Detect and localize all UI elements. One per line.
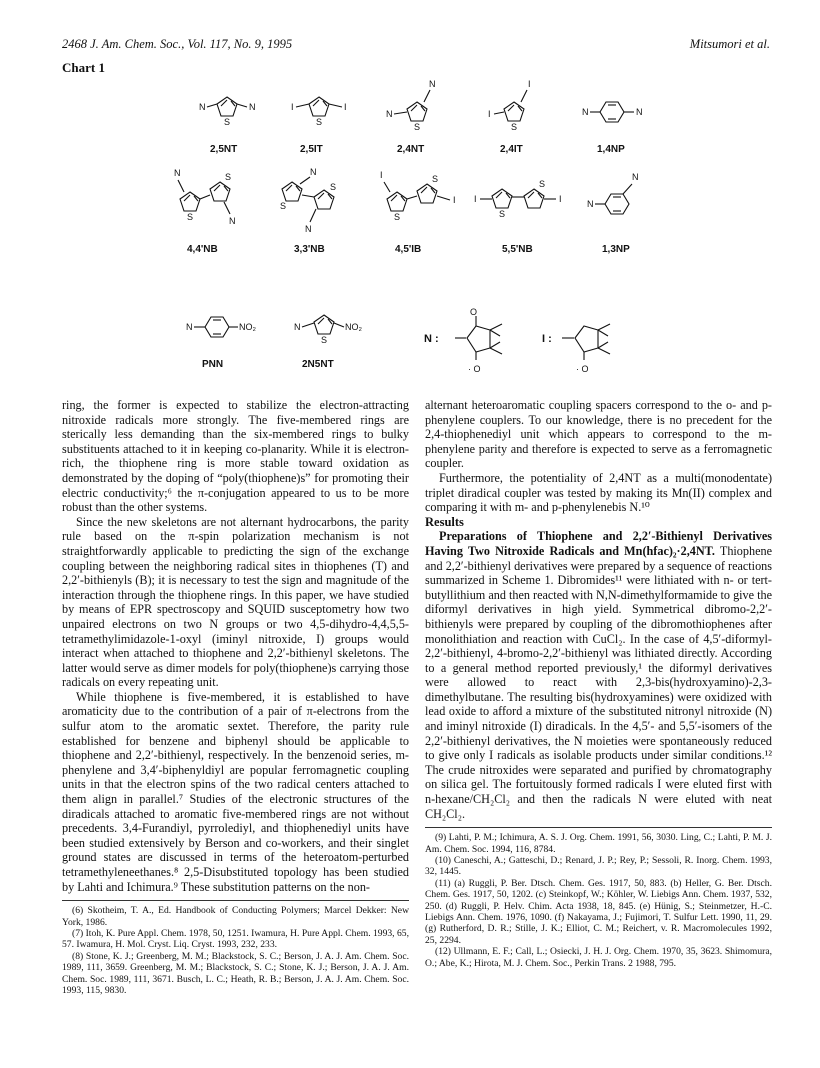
svg-text:· O: · O (468, 364, 481, 374)
svg-text:I: I (344, 102, 347, 112)
svg-text:N: N (305, 224, 312, 234)
svg-text:I: I (559, 194, 562, 204)
paragraph: Furthermore, the potentiality of 2,4NT as a multi(monodentate) triplet diradical coupler was tested by making its Mn(II) complex and comparing it with m- and p-phenylenebis N.¹⁰ (425, 470, 772, 515)
svg-text:PNN: PNN (202, 359, 224, 370)
reference-item: (6) Skotheim, T. A., Ed. Handbook of Conducting Polymers; Marcel Dekker: New York, 1986. (62, 905, 409, 928)
running-header (62, 37, 770, 55)
svg-text:N: N (582, 107, 589, 117)
reference-item: (9) Lahti, P. M.; Ichimura, A. S. J. Org. Chem. 1991, 56, 3030. Ling, C.; Lahti, P. M. J. Am. Chem. Soc. 1994, 116, 8784. (425, 832, 772, 855)
reference-item: (7) Itoh, K. Pure Appl. Chem. 1978, 50, 1251. Iwamura, H. Pure Appl. Chem. 1993, 65, 57. Iwamura, H. Mol. Cryst. Liq. Cryst. 1993, 232, 233. (62, 928, 409, 951)
paragraph: alternant heteroaromatic coupling spacers correspond to the o- and p-phenylene couplers. To our knowledge, there is no precedent for the 2,4-thiophenediyl unit which appears to correspond to the m-phenylene parity and therefore is expected to serve as a ferromagnetic coupler. (425, 398, 772, 471)
reference-item: (8) Stone, K. J.; Greenberg, M. M.; Blackstock, S. C.; Berson, J. A. J. Am. Chem. Soc. 1989, 111, 3659. Greenberg, M. M.; Blackstock, S. C.; Stone, K. J.; Berson, J. A. J. Am. Chem. Soc. 1989, 111, 3671. Busch, L. C.; Heath, R. B.; Berson, J. A. J. Am. Chem. Soc. 1993, 115, 9830. (62, 950, 409, 997)
structure-2-5nt (199, 97, 256, 155)
svg-text:I :: I : (542, 333, 552, 345)
paragraph: Since the new skeletons are not alternant hydrocarbons, the parity rule based on the π-spin polarization mechanism is not straightforwardly applicable to predicting the sign of the exchange coupling between the neighboring radical sites in thiophenes (T) and 2,2′-bithienyls (B); it is necessary to test the sign and magnitude of the interaction through the thiophene rings. In this paper, we have studied by means of EPR spectroscopy and SQUID susceptometry how two unpaired electrons on two N groups or two 4,5-dihydro-4,4,5,5-tetramethylimidazole-1-oxyl (iminyl nitroxide, I) groups would interact when attached to thiophene and 2,2′-bithienyl skeletons. The latter would serve as dimer models for poly(thiophene)s carrying those radicals on every repeating unit. (62, 514, 409, 690)
svg-text:N :: N : (424, 333, 439, 345)
svg-text:N: N (186, 322, 193, 332)
footnote-divider (62, 900, 409, 901)
svg-text:2,5IT: 2,5IT (300, 144, 323, 155)
svg-text:4,4'NB: 4,4'NB (187, 244, 218, 255)
svg-text:4,5'IB: 4,5'IB (395, 244, 422, 255)
chart-title: Chart 1 (62, 60, 105, 75)
structure-legend-i (542, 324, 610, 374)
left-column (62, 398, 409, 996)
structure-5-5nb (474, 179, 562, 255)
svg-text:N: N (632, 172, 639, 182)
structure-pnn (186, 317, 257, 370)
reference-item: (12) Ullmann, E. F.; Call, L.; Osiecki, J. H. J. Org. Chem. 1970, 35, 3623. Shimomura, O.; Abe, K.; Hirota, M. J. Chem. Soc., Perkin Trans. 2 1988, 795. (425, 946, 772, 969)
svg-text:O: O (470, 307, 478, 317)
svg-text:S: S (225, 172, 232, 182)
svg-text:I: I (474, 194, 477, 204)
svg-text:2,5NT: 2,5NT (210, 144, 238, 155)
svg-text:5,5'NB: 5,5'NB (502, 244, 533, 255)
svg-text:1,3NP: 1,3NP (602, 244, 630, 255)
svg-text:S: S (511, 122, 518, 132)
references-right (425, 832, 772, 969)
svg-text:S: S (499, 209, 506, 219)
svg-text:S: S (414, 122, 421, 132)
svg-text:S: S (316, 117, 323, 127)
svg-text:N: N (386, 109, 393, 119)
right-column (425, 398, 772, 969)
svg-text:N: N (174, 168, 181, 178)
svg-text:I: I (291, 102, 294, 112)
svg-text:S: S (330, 182, 337, 192)
journal-citation: 2468 J. Am. Chem. Soc., Vol. 117, No. 9, 1995 (62, 37, 293, 51)
svg-text:S: S (539, 179, 546, 189)
structure-2-4nt (386, 79, 436, 155)
svg-text:S: S (187, 212, 194, 222)
chart-structures (62, 72, 770, 397)
structure-1-3np (587, 172, 639, 255)
structure-legend-n (424, 307, 502, 374)
footnote-divider (425, 827, 772, 828)
svg-text:N: N (429, 79, 436, 89)
svg-text:I: I (488, 109, 491, 119)
svg-text:N: N (229, 216, 236, 226)
svg-text:I: I (380, 170, 383, 180)
svg-text:S: S (432, 174, 439, 184)
svg-text:I: I (453, 195, 456, 205)
svg-text:N: N (587, 199, 594, 209)
structure-2-4it (488, 79, 531, 155)
svg-text:2,4NT: 2,4NT (397, 144, 425, 155)
paragraph: ring, the former is expected to stabilize the electron-attracting nitroxide radicals more strongly. The five-membered rings are sterically less demanding than the six-membered rings to bulky substituents attached to it in keeping co-planarity. While it is electron-rich, the thiophene ring is more stable toward oxidation as demonstrated by the doping of “poly(thiophene)s” for promoting their electric conductivity;⁶ the π-conjugation appeared to us to be more robust than the other systems. (62, 398, 409, 515)
svg-text:N: N (199, 102, 206, 112)
references-left (62, 905, 409, 996)
results-paragraph (425, 529, 772, 821)
structure-3-3nb (280, 167, 336, 255)
author-running-title: Mitsumori et al. (689, 37, 770, 51)
svg-text:2N5NT: 2N5NT (302, 359, 334, 370)
svg-text:2,4IT: 2,4IT (500, 144, 523, 155)
paragraph: While thiophene is five-membered, it is established to have aromaticity due to the contribution of a pair of π-electrons from the sulfur atom to the aromatic sextet. Therefore, the parity rule established for benzene and biphenyl should be applicable to thiophene and 2,2′-bithienyl, respectively. In the benzenoid series, m-phenylene and 3,4′-biphenyldiyl are popular ferromagnetic coupling units in that the electron spins of the two radical centers attached to them align in parallel.⁷ Studies of the electronic structures of the diradicals attached to aromatic five-membered rings are not without precedents. 3,4-Furandiyl, pyrrolediyl, and thiophenediyl units have been studied extensively by Berson and co-workers, and their singlet ground states are discussed in terms of the heteroatom-perturbed tetramethyleneethanes.⁸ 2,5-Disubstituted topology has been studied by Lahti and Ichimura.⁹ These substitution patterns on the non- (62, 689, 409, 894)
svg-text:NO₂: NO₂ (345, 322, 362, 332)
structure-2n5nt (294, 315, 363, 370)
svg-text:I: I (528, 79, 531, 89)
svg-text:S: S (321, 335, 328, 345)
svg-text:1,4NP: 1,4NP (597, 144, 625, 155)
svg-text:3,3'NB: 3,3'NB (294, 244, 325, 255)
reference-item: (11) (a) Ruggli, P. Ber. Dtsch. Chem. Ges. 1917, 50, 883. (b) Heller, G. Ber. Dtsch. Chem. Ges. 1917, 50, 1202. (c) Steinkopf, W.; Köhler, W. Liebigs Ann. Chem. 1937, 532, 250. (d) Ruggli, P. Helv. Chim. Acta 1938, 18, 845. (e) Hünig, S.; Steinmetzer, H.-C. Liebigs Ann. Chem. 1976, 1090. (f) Nakayama, J.; Fujimori, T. Sulfur Lett. 1990, 11, 29. (g) Rutherford, D. R.; Stille, J. K.; Elliot, C. M.; Reichert, v. R. Macromolecules 1992, 25, 2294. (425, 877, 772, 946)
svg-text:N: N (294, 322, 301, 332)
svg-text:N: N (249, 102, 256, 112)
structures-figure (62, 72, 770, 397)
svg-text:NO₂: NO₂ (239, 322, 256, 332)
reference-item: (10) Caneschi, A.; Gatteschi, D.; Renard, J. P.; Rey, P.; Sessoli, R. Inorg. Chem. 1993, 32, 1445. (425, 855, 772, 878)
svg-text:N: N (636, 107, 643, 117)
results-text: Thiophene and 2,2′-bithienyl derivatives were prepared by a sequence of reactions summarized in Scheme 1. Dibromides¹¹ were lithiated with n- or tert-butyllithium and then reacted with N,N-dimethylformamide to give the diformyl derivatives in high yield. Symmetrical dibromo-2,2′-bithienyls were prepared by coupling of the dibromothiophenes after monolithiation and reaction with CuCl₂. In the case of 4,5′-diformyl-2,2′-bithienyl, 4-bromo-2,2′-bithienyl was lithiated directly. According to a general method reported previously,¹ the diformyl derivatives were allowed to react with 2,3-bis(hydroxyamino)-2,3-dimethylbutane. The resulting bis(hydroxyamines) were oxidized with lead oxide to afford a mixture of the substituted nitronyl nitroxide (N) and iminyl nitroxide (I) diradicals. In the 4,5′- and 5,5′-isomers of the 2,2′-bithienyl derivatives, the N moieties were spontaneously reduced to give only I radicals as isolable products under similar conditions.¹² The crude nitroxides were separated and purified by chromatography on silica gel. The fortuitously formed radicals I were eluted first with n-hexane/CH₂Cl₂ and then the radicals N were eluted with neat CH₂Cl₂. (425, 543, 772, 821)
structure-2-5it (291, 97, 347, 155)
svg-text:· O: · O (576, 364, 589, 374)
structure-4-4nb (174, 168, 236, 255)
section-heading-results: Results (425, 514, 464, 529)
svg-text:S: S (280, 201, 287, 211)
svg-text:N: N (310, 167, 317, 177)
subsection-heading: Preparations of Thiophene and 2,2′-Bithienyl Derivatives Having Two Nitroxide Radicals and Mn(hfac)₂·2,4NT. (425, 529, 772, 558)
svg-text:S: S (394, 212, 401, 222)
structure-4-5ib (380, 170, 456, 255)
structure-1-4np (582, 102, 643, 155)
svg-text:S: S (224, 117, 231, 127)
